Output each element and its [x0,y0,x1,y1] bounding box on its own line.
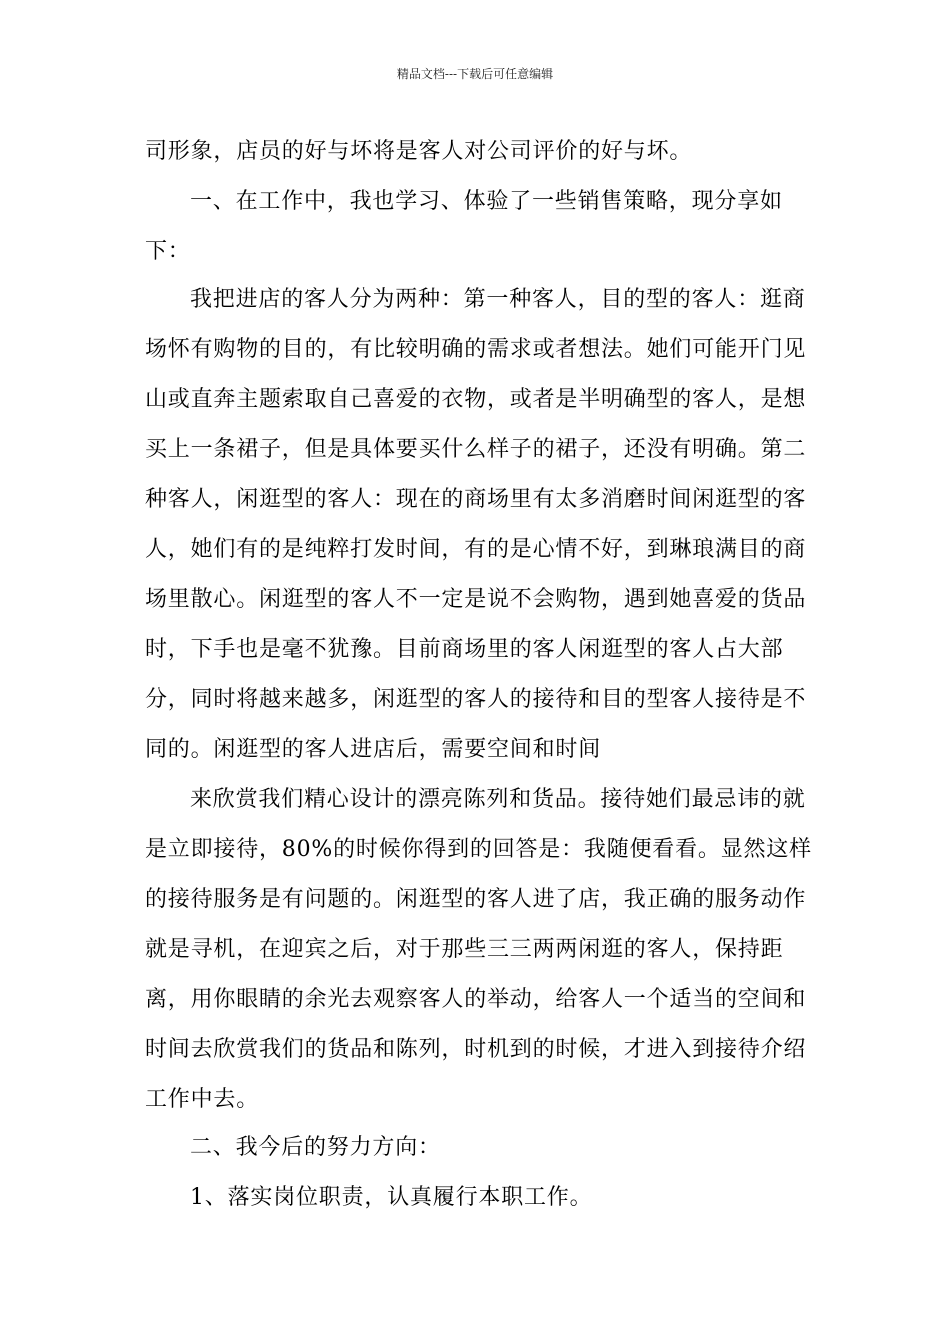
paragraph-browsing-customers: 来欣赏我们精心设计的漂亮陈列和货品。接待她们最忌讳的就是立即接待，80%的时候你得到的回答是：我随便看看。显然这样的接待服务是有问题的。闲逛型的客人进了店，我正确的服务动作就是寻机，在迎宾之后，对于那些三三两两闲逛的客人，保持距离，用你眼睛的余光去观察客人的举动，给客人一个适当的空间和时间去欣赏我们的货品和陈列，时机到的时候，才进入到接待介绍工作中去。 [145,787,812,1112]
paragraph-company-image: 司形象，店员的好与坏将是客人对公司评价的好与坏。 [145,139,693,164]
heading-future-direction: 二、我今后的努力方向： [190,1135,441,1160]
page-header: 精品文档---下载后可任意编辑 [396,67,554,81]
heading-sales-strategies: 一、在工作中，我也学习、体验了一些销售策略，现分享如下： [145,189,783,264]
paragraph-customer-types: 我把进店的客人分为两种：第一种客人，目的型的客人：逛商场怀有购物的目的，有比较明确的需求或者想法。她们可能开门见山或直奔主题索取自己喜爱的衣物，或者是半明确型的客人，是想买上一条裙子，但是具体要买什么样子的裙子，还没有明确。第二种客人，闲逛型的客人：现在的商场里有太多消磨时间闲逛型的客人，她们有的是纯粹打发时间，有的是心情不好，到琳琅满目的商场里散心。闲逛型的客人不一定是说不会购物，遇到她喜爱的货品时，下手也是毫不犹豫。目前商场里的客人闲逛型的客人占大部分，同时将越来越多，闲逛型的客人的接待和目的型客人接待是不同的。闲逛型的客人进店后，需要空间和时间 [145,287,807,762]
list-item-job-duties: 1、落实岗位职责，认真履行本职工作。 [190,1185,593,1210]
